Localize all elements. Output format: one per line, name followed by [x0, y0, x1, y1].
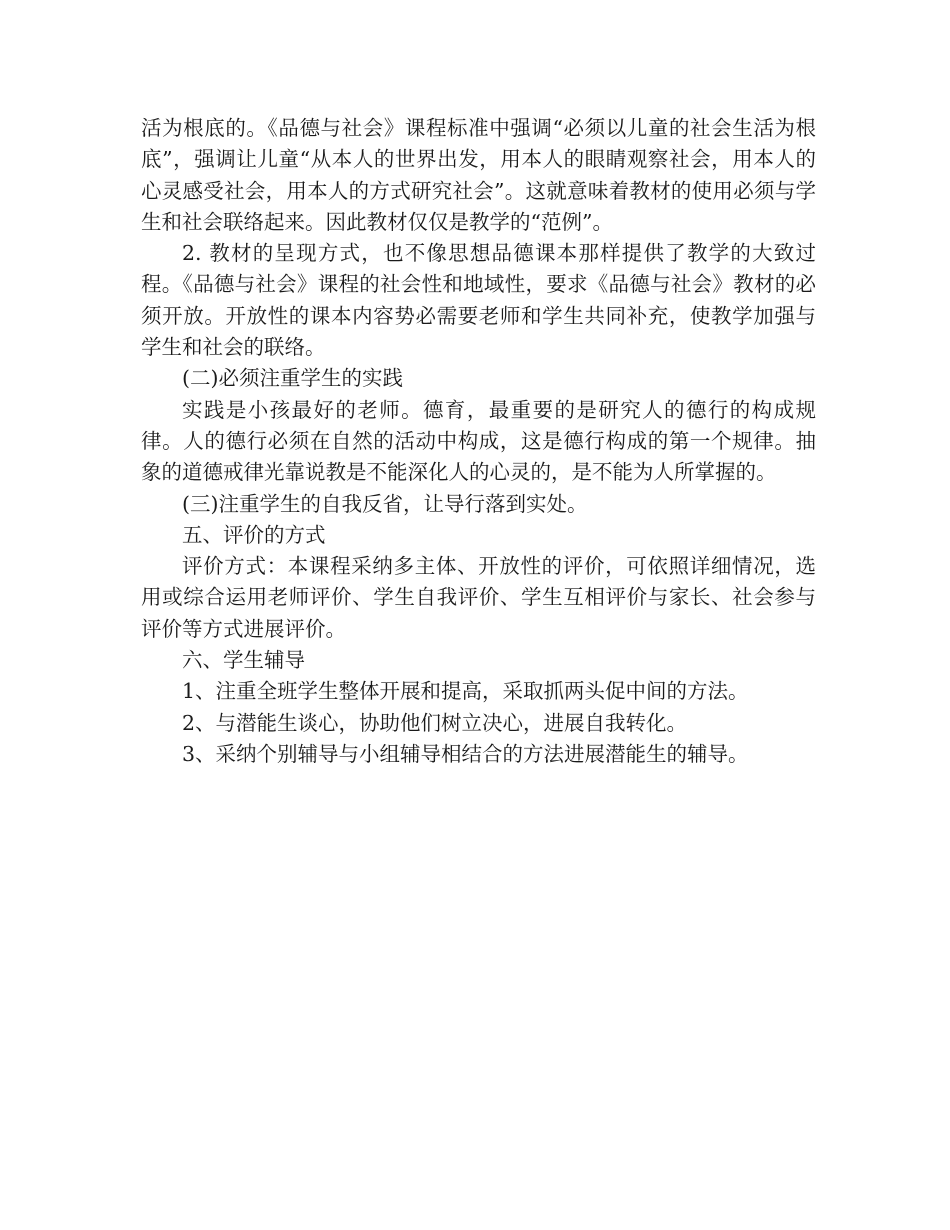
- heading-self-reflection: (三)注重学生的自我反省，让导行落到实处。: [182, 491, 588, 516]
- list-item-guidance-1: 1、注重全班学生整体开展和提高，采取抓两头促中间的方法。: [182, 679, 749, 704]
- list-item-guidance-3: 3、采纳个别辅导与小组辅导相结合的方法进展潜能生的辅导。: [182, 741, 749, 766]
- heading-practice: (二)必须注重学生的实践: [182, 366, 403, 391]
- paragraph-evaluation: 评价方式：本课程采纳多主体、开放性的评价，可依照详细情况，选用或综合运用老师评价、学生自我评价、学生互相评价与家长、社会参与评价等方式进展评价。: [141, 554, 816, 641]
- heading-evaluation: 五、评价的方式: [182, 522, 326, 547]
- list-item-guidance-2: 2、与潜能生谈心，协助他们树立决心，进展自我转化。: [182, 710, 688, 735]
- heading-student-guidance: 六、学生辅导: [182, 648, 305, 673]
- paragraph-practice: 实践是小孩最好的老师。德育，最重要的是研究人的德行的构成规律。人的德行必须在自然的活动中构成，这是德行构成的第一个规律。抽象的道德戒律光靠说教是不能深化人的心灵的，是不能为人所掌握的。: [141, 397, 816, 485]
- paragraph-textbook-role: 活为根底的。《品德与社会》课程标准中强调“必须以儿童的社会生活为根底”，强调让儿童“从本人的世界出发，用本人的眼睛观察社会，用本人的心灵感受社会，用本人的方式研究社会”。这就意味着教材的使用必须与学生和社会联络起来。因此教材仅仅是教学的“范例”。: [141, 116, 816, 234]
- paragraph-textbook-presentation: 2. 教材的呈现方式，也不像思想品德课本那样提供了教学的大致过程。《品德与社会》课程的社会性和地域性，要求《品德与社会》教材的必须开放。开放性的课本内容势必需要老师和学生共同补充，使教学加强与学生和社会的联络。: [141, 241, 816, 360]
- document-body: [141, 113, 816, 770]
